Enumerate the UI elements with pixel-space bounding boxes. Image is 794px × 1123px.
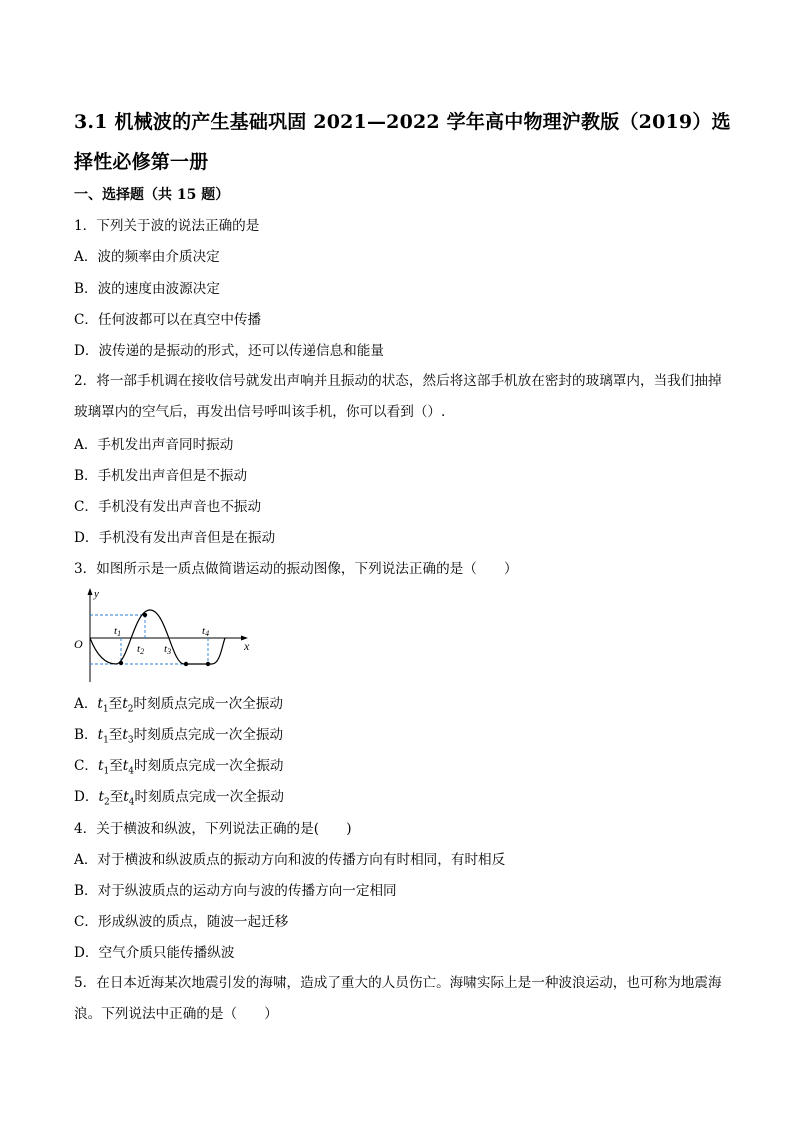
question-1-option-c: C．任何波都可以在真空中传播 [74, 312, 262, 328]
document-title: 3.1 机械波的产生基础巩固 2021—2022 学年高中物理沪教版（2019）选择性必修第一册 [74, 111, 731, 173]
question-2-option-c: C．手机没有发出声音也不振动 [74, 499, 262, 515]
question-5-stem: 5．在日本近海某次地震引发的海啸，造成了重大的人员伤亡。海啸实际上是一种波浪运动，也可称为地震海浪。下列说法中正确的是（ ） [74, 975, 722, 1022]
point-t3 [184, 662, 188, 666]
t3-label: t3 [164, 643, 172, 656]
question-4-option-b: B．对于纵波质点的运动方向与波的传播方向一定相同 [74, 883, 397, 899]
x-label: x [244, 639, 250, 653]
point-t1 [119, 661, 123, 665]
question-3-stem: 3．如图所示是一质点做简谐运动的振动图像，下列说法正确的是（ ） [74, 561, 518, 577]
question-1-option-b: B．波的速度由波源决定 [74, 281, 220, 297]
vibration-graph [72, 586, 252, 686]
origin-label: O [74, 637, 83, 651]
question-2-option-a: A．手机发出声音同时振动 [74, 437, 234, 453]
point-t4 [206, 662, 210, 666]
question-1-option-d: D．波传递的是振动的形式，还可以传递信息和能量 [74, 343, 384, 359]
point-t2 [143, 613, 147, 617]
question-3-option-a: A．$t_1$至$t_2$时刻质点完成一次全振动 [74, 696, 283, 715]
question-3-option-b: B．$t_1$至$t_3$时刻质点完成一次全振动 [74, 727, 284, 746]
question-4-option-a: A．对于横波和纵波质点的振动方向和波的传播方向有时相同，有时相反 [74, 852, 506, 868]
question-1-option-a: A．波的频率由介质决定 [74, 249, 220, 265]
question-4-option-d: D．空气介质只能传播纵波 [74, 945, 235, 961]
t2-label: t2 [137, 643, 145, 656]
question-4-stem: 4．关于横波和纵波，下列说法正确的是( ) [74, 821, 352, 837]
question-2-option-d: D．手机没有发出声音但是在振动 [74, 530, 276, 546]
y-label: y [94, 588, 99, 600]
question-3-option-c: C．$t_1$至$t_4$时刻质点完成一次全振动 [74, 758, 284, 777]
t4-label: t4 [202, 625, 210, 638]
question-3-option-d: D．$t_2$至$t_4$时刻质点完成一次全振动 [74, 789, 285, 808]
question-2-stem: 2．将一部手机调在接收信号就发出声响并且振动的状态，然后将这部手机放在密封的玻璃罩内，当我们抽掉玻璃罩内的空气后，再发出信号呼叫该手机，你可以看到（）. [74, 373, 722, 420]
y-axis-arrow [88, 588, 93, 595]
section-heading: 一、选择题（共 15 题） [74, 187, 230, 203]
question-2-option-b: B．手机发出声音但是不振动 [74, 468, 248, 484]
question-4-option-c: C．形成纵波的质点，随波一起迁移 [74, 914, 289, 930]
t1-label: t1 [114, 625, 122, 638]
question-1-stem: 1．下列关于波的说法正确的是 [74, 218, 260, 234]
